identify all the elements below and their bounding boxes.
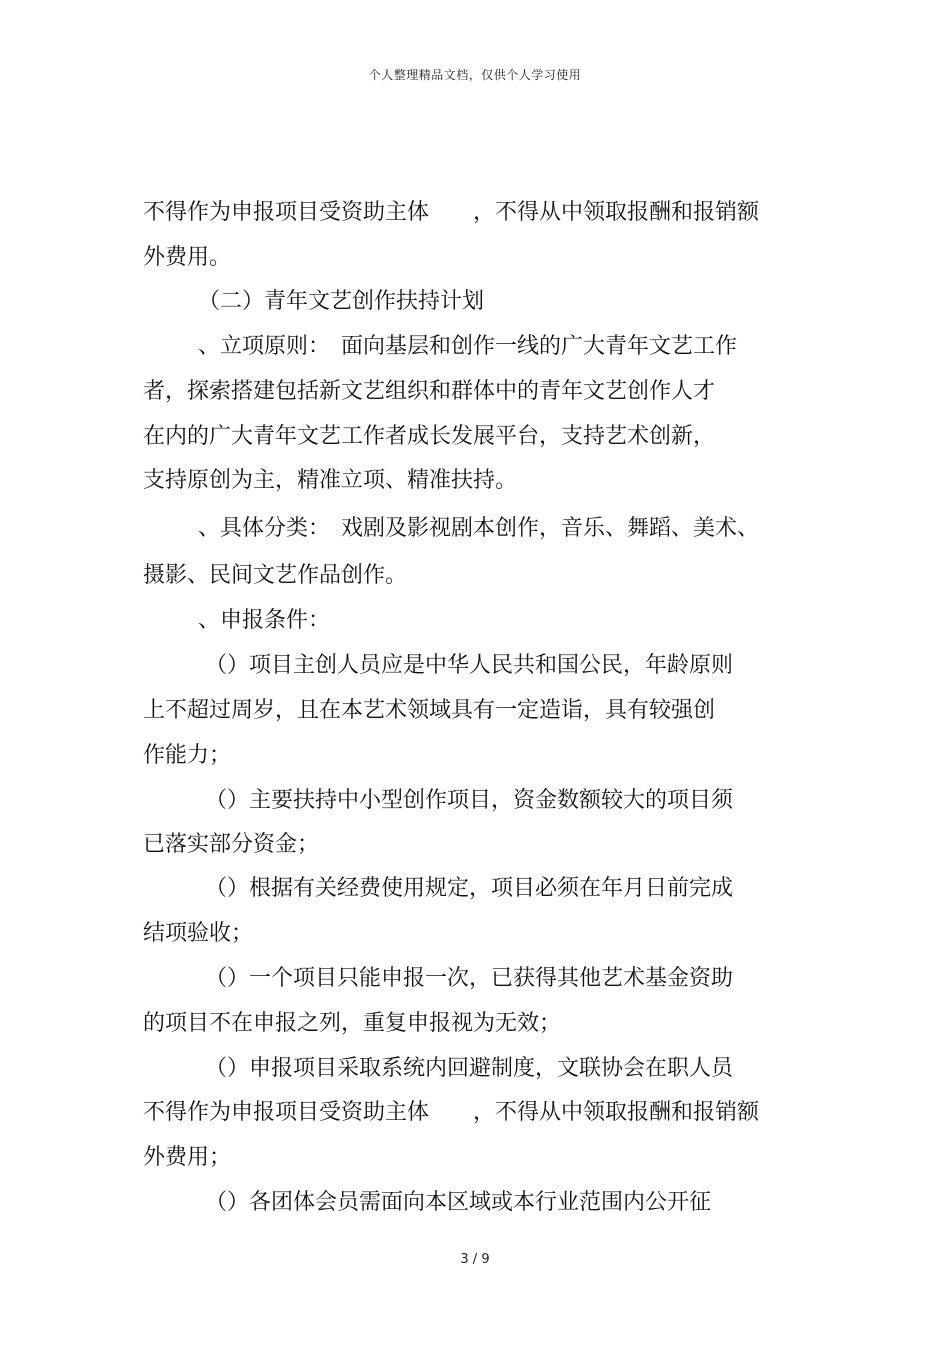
paragraph-line: 结项验收； xyxy=(143,921,254,946)
paragraph-line: 作能力； xyxy=(143,743,232,768)
paragraph-line: 、申报条件： xyxy=(198,608,331,633)
section-heading: （二）青年文艺创作扶持计划 xyxy=(198,289,485,314)
paragraph-line: 者，探索搭建包括新文艺组织和群体中的青年文艺创作人才 xyxy=(143,379,716,404)
paragraph-line: 在内的广大青年文艺工作者成长发展平台，支持艺术创新， xyxy=(143,424,716,449)
page-number: 3 / 9 xyxy=(460,1252,490,1267)
paragraph-line: （）项目主创人员应是中华人民共和国公民，年龄原则 xyxy=(205,653,734,678)
page-header: 个人整理精品文档，仅供个人学习使用 xyxy=(368,68,582,82)
paragraph-line: （）主要扶持中小型创作项目，资金数额较大的项目须 xyxy=(205,788,734,813)
paragraph-line: 、立项原则： 面向基层和创作一线的广大青年文艺工作 xyxy=(198,334,738,359)
paragraph-line: 的项目不在申报之列，重复申报视为无效； xyxy=(143,1011,562,1036)
paragraph-line: （）申报项目采取系统内回避制度，文联协会在职人员 xyxy=(205,1056,734,1081)
paragraph-line: （）各团体会员需面向本区域或本行业范围内公开征 xyxy=(205,1190,712,1215)
paragraph-line: 、具体分类： 戏剧及影视剧本创作，音乐、舞蹈、美术、 xyxy=(198,516,760,541)
paragraph-line: 外费用； xyxy=(143,1145,232,1170)
paragraph-line: 摄影、民间文艺作品创作。 xyxy=(143,563,408,588)
paragraph-line: （）根据有关经费使用规定，项目必须在年月日前完成 xyxy=(205,876,734,901)
paragraph-line: 支持原创为主，精准立项、精准扶持。 xyxy=(143,468,518,493)
paragraph-line: （）一个项目只能申报一次，已获得其他艺术基金资助 xyxy=(205,966,734,991)
paragraph-line: 已落实部分资金； xyxy=(143,832,320,857)
paragraph-line: 不得作为申报项目受资助主体 ，不得从中领取报酬和报销额 xyxy=(143,200,760,225)
paragraph-line: 外费用。 xyxy=(143,245,232,270)
paragraph-line: 不得作为申报项目受资助主体 ，不得从中领取报酬和报销额 xyxy=(143,1100,760,1125)
paragraph-line: 上不超过周岁，且在本艺术领域具有一定造诣，具有较强创 xyxy=(143,698,716,723)
